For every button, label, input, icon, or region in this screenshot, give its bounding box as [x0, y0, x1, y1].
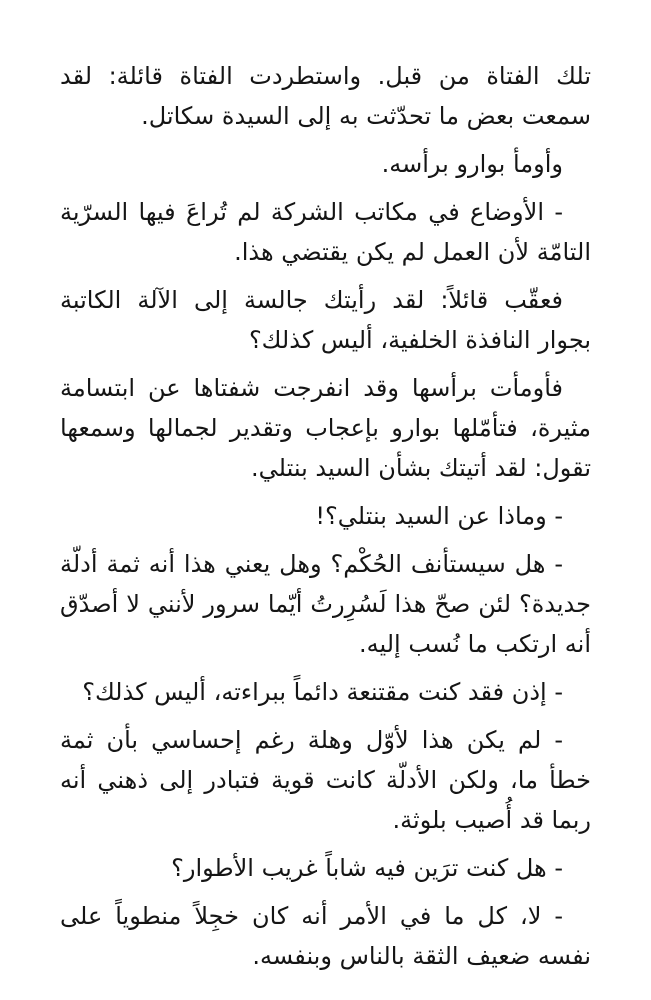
dialogue-paragraph: - الأوضاع في مكاتب الشركة لم تُراعَ فيها السرّية التامّة لأن العمل لم يكن يقتضي هذا.: [60, 198, 591, 266]
paragraph: فأومأت برأسها وقد انفرجت شفتاها عن ابتسامة مثيرة، فتأمّلها بوارو بإعجاب وتقدير لجمالها وسمعها تقول: لقد أتيتك بشأن السيد بنتلي.: [60, 374, 591, 482]
paragraph: فعقّب قائلاً: لقد رأيتك جالسة إلى الآلة الكاتبة بجوار النافذة الخلفية، أليس كذلك؟: [60, 286, 591, 354]
paragraph: وأومأ بوارو برأسه.: [381, 150, 563, 178]
dialogue-paragraph: - هل سيستأنف الحُكْم؟ وهل يعني هذا أنه ثمة أدلّة جديدة؟ لئن صحّ هذا لَسُرِرتُ أيّما سرور لأنني لا أصدّق أنه ارتكب ما نُسب إليه.: [60, 550, 591, 658]
paragraph: تلك الفتاة من قبل. واستطردت الفتاة قائلة: لقد سمعت بعض ما تحدّثت به إلى السيدة سكاتل.: [60, 62, 591, 130]
page-text-block: [60, 56, 591, 976]
dialogue-paragraph: - لم يكن هذا لأوّل وهلة رغم إحساسي بأن ثمة خطأ ما، ولكن الأدلّة كانت قوية فتبادر إلى ذهني أنه ربما قد أُصيب بلوثة.: [60, 726, 591, 834]
dialogue-paragraph: - وماذا عن السيد بنتلي؟!: [315, 502, 563, 530]
dialogue-paragraph: - لا، كل ما في الأمر أنه كان خجِلاً منطوياً على نفسه ضعيف الثقة بالناس وبنفسه.: [60, 902, 591, 970]
dialogue-paragraph: - هل كنت ترَين فيه شاباً غريب الأطوار؟: [171, 854, 563, 882]
dialogue-paragraph: - إذن فقد كنت مقتنعة دائماً ببراءته، أليس كذلك؟: [82, 678, 563, 706]
